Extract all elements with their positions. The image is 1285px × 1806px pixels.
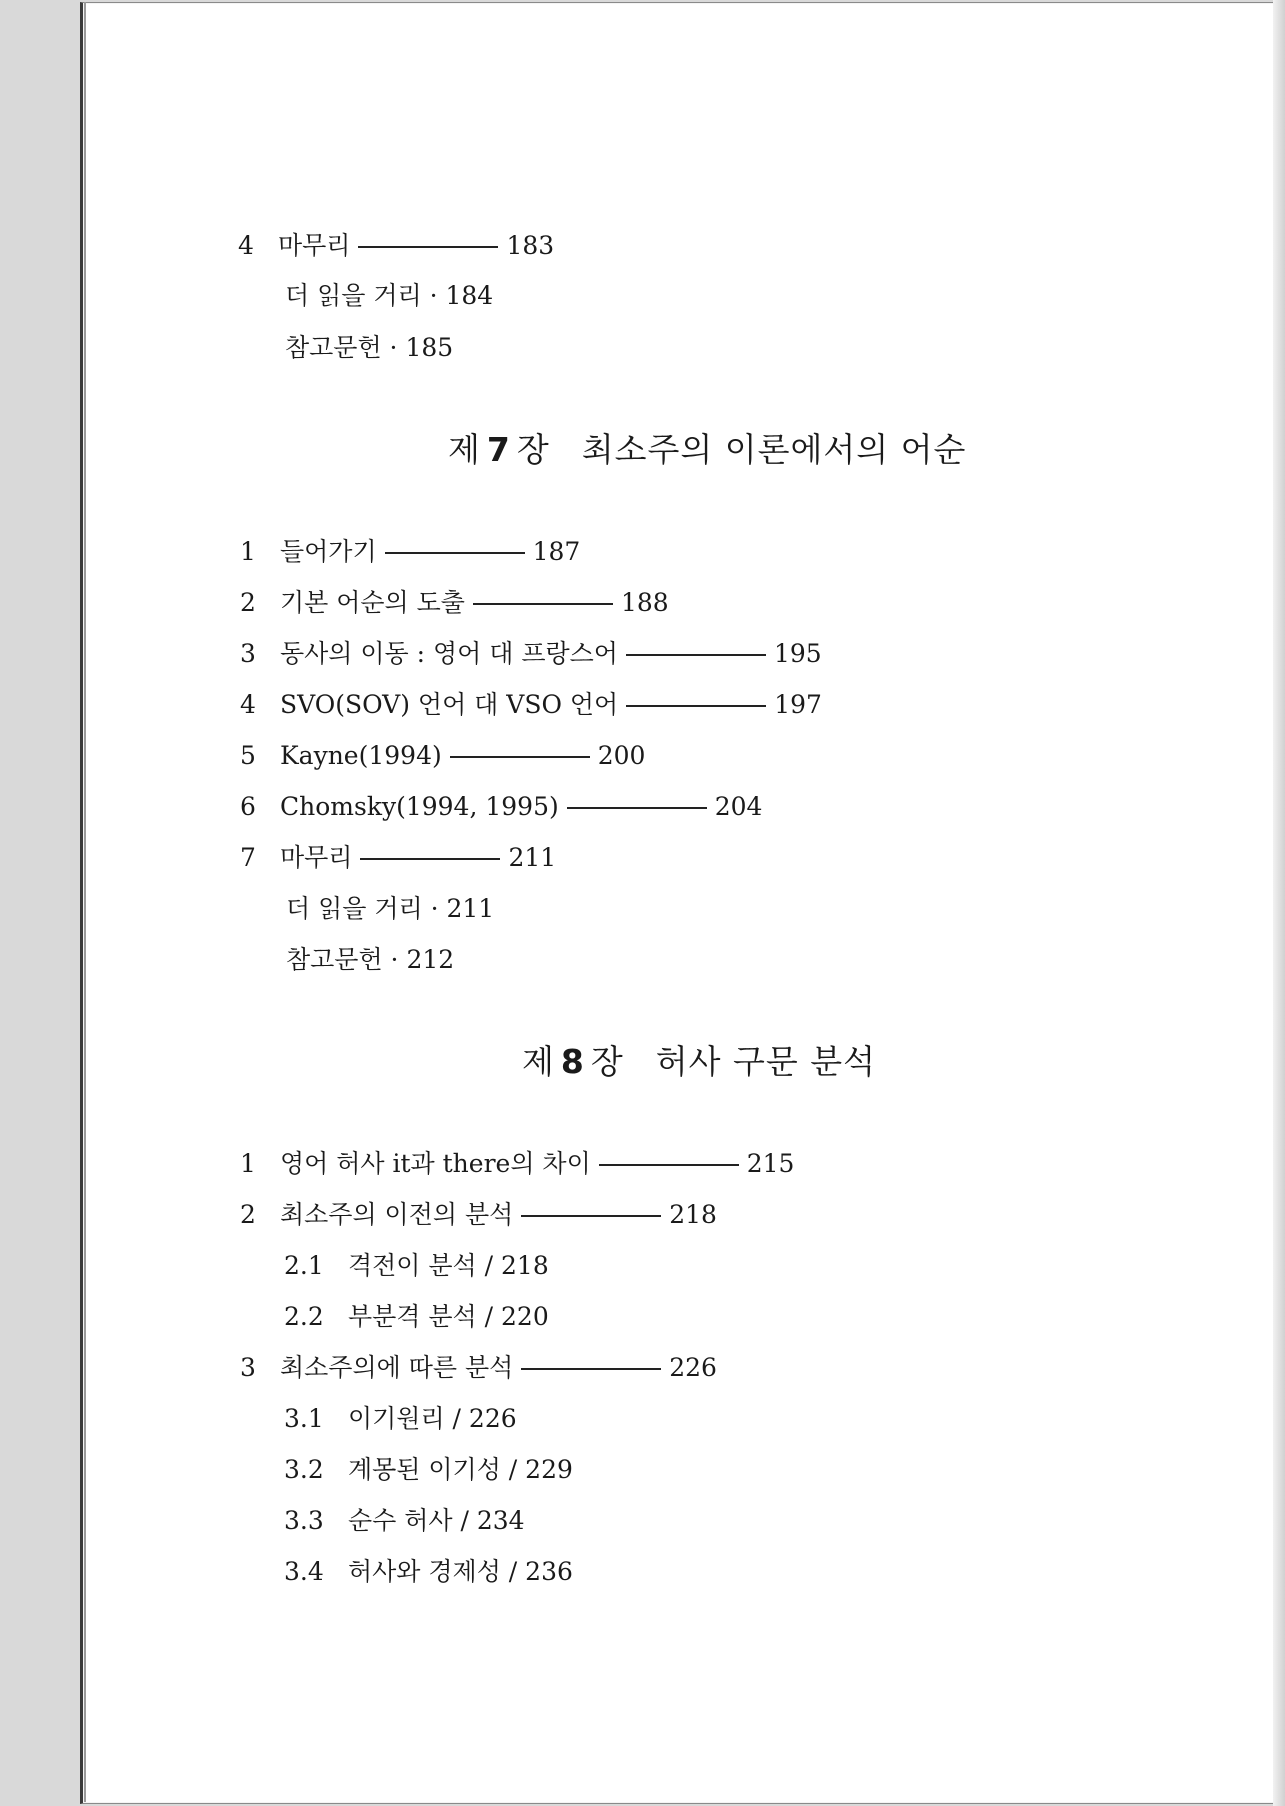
further-reading-text: 더 읽을 거리 · 211	[286, 894, 495, 923]
entry-number: 4	[238, 231, 254, 260]
toc-subentry[interactable]	[284, 1300, 549, 1334]
subentry-number: 3.3	[284, 1506, 324, 1535]
toc-entry[interactable]	[240, 739, 645, 773]
leader-line	[521, 1368, 661, 1370]
chapter-number: 7	[486, 430, 511, 469]
entry-title: 영어 허사 it과 there의 차이	[280, 1149, 591, 1178]
toc-entry[interactable]	[240, 1351, 717, 1385]
leader-line	[521, 1215, 661, 1217]
subentry-text: 순수 허사 / 234	[348, 1506, 525, 1535]
entry-number: 1	[240, 1149, 256, 1178]
toc-subentry[interactable]	[284, 1402, 517, 1436]
references-text: 참고문헌 · 185	[285, 333, 454, 362]
subentry-number: 3.1	[284, 1404, 324, 1433]
entry-page: 226	[669, 1353, 717, 1382]
subentry-text: 계몽된 이기성 / 229	[348, 1455, 573, 1484]
leader-line	[360, 858, 500, 860]
entry-page: 197	[774, 690, 822, 719]
chapter-title: 허사 구문 분석	[655, 1042, 876, 1081]
entry-title: 들어가기	[280, 537, 377, 566]
leader-line	[599, 1164, 739, 1166]
entry-title: 최소주의에 따른 분석	[280, 1353, 514, 1382]
leader-line	[626, 705, 766, 707]
toc-entry[interactable]	[240, 1198, 717, 1232]
toc-entry[interactable]	[240, 637, 822, 671]
subentry-text: 부분격 분석 / 220	[348, 1302, 549, 1331]
references-text: 참고문헌 · 212	[286, 945, 455, 974]
entry-page: 183	[506, 231, 555, 260]
entry-title: 마무리	[280, 843, 353, 872]
entry-number: 2	[240, 588, 256, 617]
subentry-number: 2.2	[284, 1302, 324, 1331]
toc-entry[interactable]	[238, 229, 554, 263]
toc-entry[interactable]	[240, 688, 822, 722]
entry-page: 204	[714, 792, 763, 821]
leader-line	[450, 756, 590, 758]
toc-further-reading[interactable]	[286, 892, 494, 926]
subentry-number: 2.1	[284, 1251, 324, 1280]
subentry-text: 격전이 분석 / 218	[348, 1251, 549, 1280]
entry-title: Kayne(1994)	[280, 741, 442, 770]
entry-page: 187	[532, 537, 581, 566]
toc-entry[interactable]	[240, 790, 762, 824]
entry-number: 4	[240, 690, 256, 719]
toc-references[interactable]	[286, 943, 454, 977]
leader-line	[567, 807, 707, 809]
leader-line	[626, 654, 766, 656]
entry-page: 195	[773, 639, 822, 668]
subentry-text: 이기원리 / 226	[348, 1404, 517, 1433]
toc-subentry[interactable]	[284, 1249, 549, 1283]
entry-title: Chomsky(1994, 1995)	[280, 792, 559, 821]
entry-title: SVO(SOV) 언어 대 VSO 언어	[280, 690, 619, 719]
toc-entry[interactable]	[240, 535, 580, 569]
chapter-number: 8	[560, 1042, 585, 1081]
entry-number: 5	[240, 741, 256, 770]
chapter-prefix: 제	[448, 430, 481, 469]
toc-entry[interactable]	[240, 841, 556, 875]
entry-title: 동사의 이동 : 영어 대 프랑스어	[280, 639, 618, 668]
toc-subentry[interactable]	[284, 1504, 525, 1538]
chapter-title: 최소주의 이론에서의 어순	[581, 430, 967, 469]
entry-number: 2	[240, 1200, 256, 1229]
entry-number: 1	[240, 537, 256, 566]
entry-page: 200	[597, 741, 646, 770]
entry-number: 7	[240, 843, 256, 872]
entry-title: 최소주의 이전의 분석	[280, 1200, 514, 1229]
chapter-prefix: 제	[522, 1042, 555, 1081]
chapter-suffix: 장	[516, 430, 550, 469]
toc-entry[interactable]	[240, 586, 669, 620]
subentry-text: 허사와 경제성 / 236	[348, 1557, 573, 1586]
leader-line	[473, 603, 613, 605]
page-binding-edge	[84, 2, 86, 1802]
chapter-7-heading	[448, 428, 966, 472]
toc-subentry[interactable]	[284, 1555, 573, 1589]
entry-title: 마무리	[278, 231, 351, 260]
chapter-8-heading	[522, 1040, 876, 1084]
toc-subentry[interactable]	[284, 1453, 573, 1487]
subentry-number: 3.4	[284, 1557, 324, 1586]
chapter-suffix: 장	[590, 1042, 624, 1081]
further-reading-text: 더 읽을 거리 · 184	[285, 281, 494, 310]
toc-references[interactable]	[285, 331, 453, 365]
toc-entry[interactable]	[240, 1147, 794, 1181]
page-right-shadow	[1273, 0, 1285, 1806]
book-page	[80, 2, 1283, 1804]
entry-number: 6	[240, 792, 256, 821]
entry-number: 3	[240, 1353, 256, 1382]
subentry-number: 3.2	[284, 1455, 324, 1484]
entry-page: 215	[746, 1149, 795, 1178]
toc-further-reading[interactable]	[285, 279, 493, 313]
entry-number: 3	[240, 639, 256, 668]
entry-title: 기본 어순의 도출	[280, 588, 465, 617]
entry-page: 218	[669, 1200, 717, 1229]
leader-line	[385, 552, 525, 554]
entry-page: 188	[620, 588, 669, 617]
entry-page: 211	[508, 843, 557, 872]
leader-line	[358, 246, 498, 248]
